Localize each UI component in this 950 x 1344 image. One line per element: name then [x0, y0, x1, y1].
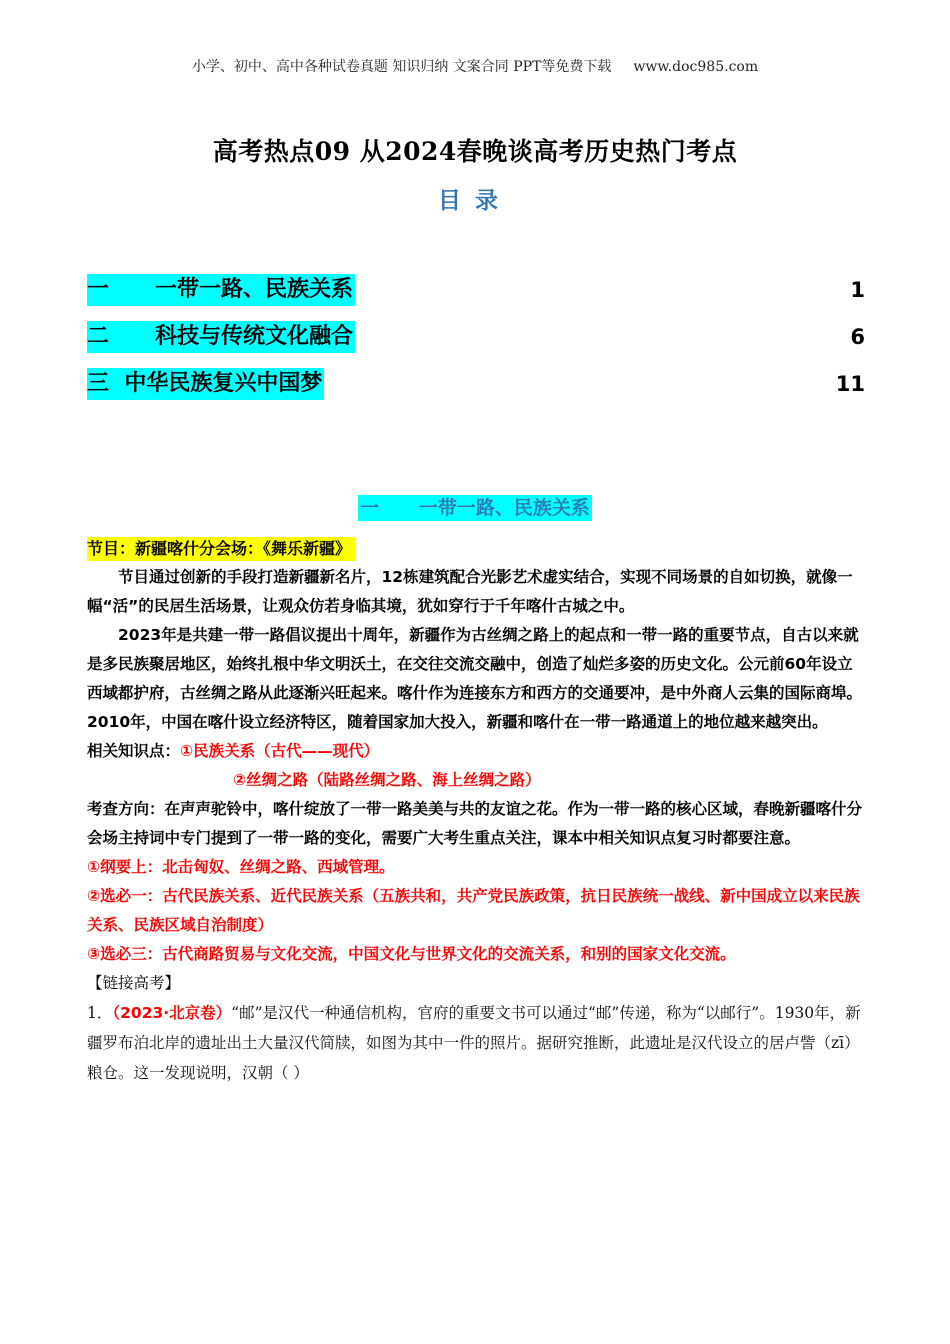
document-title: 高考热点09 从2024春晚谈高考历史热门考点: [212, 137, 738, 166]
knowledge-point-2-row: [87, 766, 867, 795]
toc-item-2[interactable]: [87, 321, 865, 355]
program-title: 节目：新疆喀什分会场：《舞乐新疆》: [87, 537, 355, 561]
paragraph-background: 2023年是共建一带一路倡议提出十周年，新疆作为古丝绸之路上的起点和一带一路的重要节点，自古以来就是多民族聚居地区，始终扎根中华文明沃土，在交往交流交融中，创造了灿烂多姿的历史文化。公元前60年设立西域都护府，古丝绸之路从此逐渐兴旺起来。喀什作为连接东方和西方的交通要冲，是中外商人云集的国际商埠。2010年，中国在喀什设立经济特区，随着国家加大投入，新疆和喀什在一带一路通道上的地位越来越突出。: [87, 626, 863, 731]
toc-item-page: 11: [835, 372, 865, 396]
toc-item-1[interactable]: [87, 274, 865, 308]
question-source: （2023·北京卷）: [112, 1004, 232, 1022]
question-text: “邮”是汉代一种通信机构，官府的重要文书可以通过“邮”传递，称为“以邮行”。1930年，新疆罗布泊北岸的遗址出土大量汉代简牍，如图为其中一件的照片。据研究推断，此遗址是汉代设立的居卢訾（zī）粮仓。这一发现说明，汉朝（ ）: [87, 1004, 861, 1082]
site-header-text: 小学、初中、高中各种试卷真题 知识归纳 文案合同 PPT等免费下载: [191, 59, 612, 75]
point-elective-1: ②选必一：古代民族关系、近代民族关系（五族共和，共产党民族政策，抗日民族统一战线、新中国成立以来民族关系、民族区域自治制度）: [87, 887, 860, 934]
knowledge-point-1: ①民族关系（古代——现代）: [180, 742, 380, 760]
toc-item-label: 二 科技与传统文化融合: [87, 321, 355, 353]
section-body: [87, 563, 867, 1088]
point-elective-3: ③选必三：古代商路贸易与文化交流，中国文化与世界文化的交流关系，和别的国家文化交流。: [87, 945, 736, 963]
site-url-link[interactable]: www.doc985.com: [633, 59, 759, 75]
toc-item-page: 1: [850, 278, 865, 302]
site-header: [0, 56, 950, 76]
knowledge-label: 相关知识点：: [87, 742, 181, 760]
link-exam-label: 【链接高考】: [87, 974, 181, 992]
knowledge-points: [87, 737, 867, 766]
section-heading-text: 一 一带一路、民族关系: [360, 497, 590, 519]
toc-item-page: 6: [850, 325, 865, 349]
point-outline: ①纲要上：北击匈奴、丝绸之路、西域管理。: [87, 858, 395, 876]
toc-item-label: 一 一带一路、民族关系: [87, 274, 355, 306]
paragraph-intro: 节目通过创新的手段打造新疆新名片，12栋建筑配合光影艺术虚实结合，实现不同场景的自如切换，就像一幅“活”的民居生活场景，让观众仿若身临其境，犹如穿行于千年喀什古城之中。: [87, 568, 853, 615]
knowledge-point-2: ②丝绸之路（陆路丝绸之路、海上丝绸之路）: [233, 771, 541, 789]
question-number: 1．: [87, 1004, 113, 1022]
toc-item-label: 三 中华民族复兴中国梦: [87, 368, 324, 400]
toc-heading: 目录: [438, 188, 512, 214]
question-1: [87, 998, 867, 1088]
section-heading: [0, 494, 950, 522]
toc-item-3[interactable]: [87, 368, 865, 402]
exam-direction: 考查方向：在声声驼铃中，喀什绽放了一带一路美美与共的友谊之花。作为一带一路的核心区域，春晚新疆喀什分会场主持词中专门提到了一带一路的变化，需要广大考生重点关注，课本中相关知识点复习时都要注意。: [87, 800, 863, 847]
